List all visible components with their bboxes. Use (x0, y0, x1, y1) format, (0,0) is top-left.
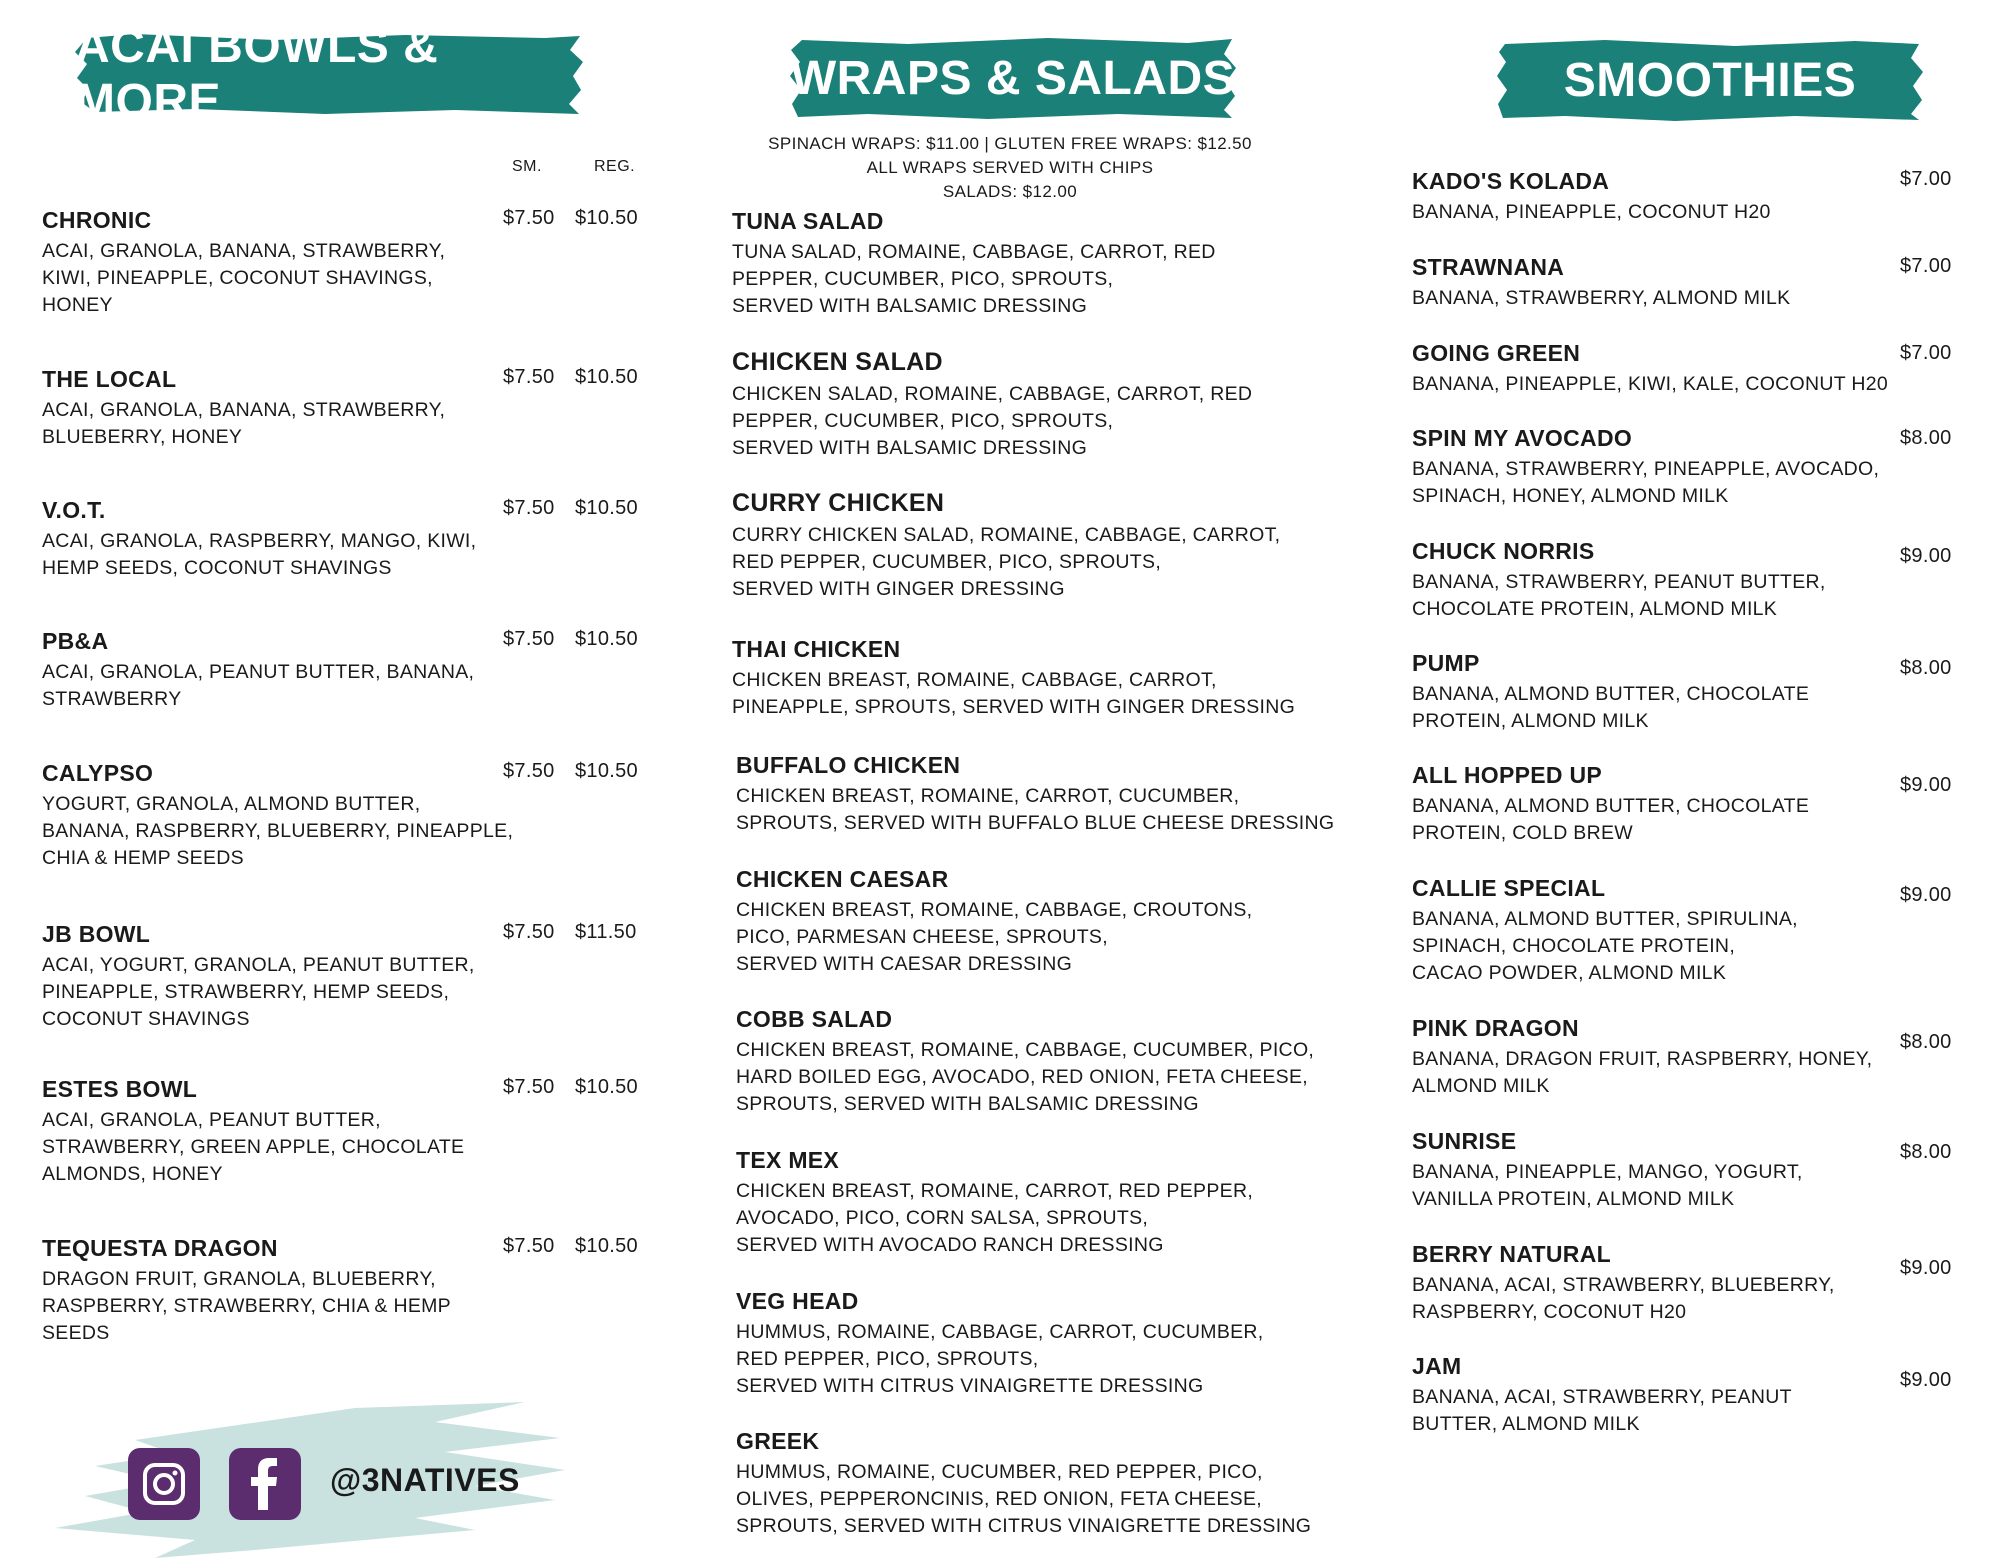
item-name: CHRONIC (42, 207, 152, 233)
item-description: ACAI, GRANOLA, PEANUT BUTTER, BANANA, STRAWBERRY (42, 661, 475, 710)
item-name: PUMP (1412, 650, 1480, 676)
social-handle[interactable]: @3NATIVES (330, 1462, 520, 1498)
item-description: CHICKEN BREAST, ROMAINE, CARROT, RED PEPPER, AVOCADO, PICO, CORN SALSA, SPROUTS, SERVED WITH AVOCADO RANCH DRESSING (736, 1180, 1254, 1256)
smoothie-price: $7.00 (1900, 168, 1952, 190)
item-description: BANANA, PINEAPPLE, KIWI, KALE, COCONUT H20 (1412, 373, 1889, 395)
price-regular: $10.50 (575, 1076, 638, 1098)
item-name: STRAWNANA (1412, 254, 1565, 280)
item-name: COBB SALAD (736, 1006, 893, 1032)
price-small: $7.50 (503, 921, 555, 943)
wrap-item (736, 1288, 1264, 1400)
wraps-section-title: WRAPS & SALADS (790, 51, 1236, 105)
item-name: BERRY NATURAL (1412, 1241, 1611, 1267)
item-description: ACAI, GRANOLA, PEANUT BUTTER, STRAWBERRY, GREEN APPLE, CHOCOLATE ALMONDS, HONEY (42, 1109, 465, 1185)
smoothie-price: $8.00 (1900, 427, 1952, 449)
item-name: THE LOCAL (42, 366, 177, 392)
item-name: CHICKEN SALAD (732, 348, 943, 376)
wraps-chips-note: ALL WRAPS SERVED WITH CHIPS (866, 158, 1154, 177)
item-description: BANANA, ALMOND BUTTER, SPIRULINA, SPINACH, CHOCOLATE PROTEIN, CACAO POWDER, ALMOND MILK (1412, 908, 1798, 984)
smoothie-price: $9.00 (1900, 774, 1952, 796)
price-small: $7.50 (503, 497, 555, 519)
item-description: ACAI, GRANOLA, BANANA, STRAWBERRY, BLUEBERRY, HONEY (42, 399, 446, 448)
item-description: ACAI, GRANOLA, RASPBERRY, MANGO, KIWI, HEMP SEEDS, COCONUT SHAVINGS (42, 530, 477, 579)
item-name: GOING GREEN (1412, 340, 1581, 366)
wrap-item (732, 489, 1280, 603)
wraps-banner (788, 36, 1238, 120)
instagram-icon[interactable] (128, 1448, 200, 1520)
price-small: $7.50 (503, 1235, 555, 1257)
item-name: THAI CHICKEN (732, 636, 901, 662)
item-description: BANANA, STRAWBERRY, ALMOND MILK (1412, 287, 1791, 309)
item-description: BANANA, ALMOND BUTTER, CHOCOLATE PROTEIN, ALMOND MILK (1412, 683, 1810, 732)
item-name: CHICKEN CAESAR (736, 866, 949, 892)
smoothie-price: $9.00 (1900, 1257, 1952, 1279)
item-description: CHICKEN BREAST, ROMAINE, CABBAGE, CARROT, PINEAPPLE, SPROUTS, SERVED WITH GINGER DRESSING (732, 669, 1296, 718)
smoothies-section-title: SMOOTHIES (1563, 53, 1857, 107)
item-name: CURRY CHICKEN (732, 489, 945, 517)
smoothie-item (1412, 762, 1809, 847)
acai-item (42, 497, 476, 582)
item-description: BANANA, STRAWBERRY, PINEAPPLE, AVOCADO, SPINACH, HONEY, ALMOND MILK (1412, 458, 1880, 507)
acai-banner (75, 20, 585, 128)
item-description: BANANA, DRAGON FRUIT, RASPBERRY, HONEY, ALMOND MILK (1412, 1048, 1873, 1097)
smoothie-price: $8.00 (1900, 657, 1952, 679)
price-small: $7.50 (503, 760, 555, 782)
item-description: YOGURT, GRANOLA, ALMOND BUTTER, BANANA, RASPBERRY, BLUEBERRY, PINEAPPLE, CHIA & HEMP SEEDS (42, 793, 514, 869)
wrap-item (736, 752, 1334, 837)
smoothie-item (1412, 425, 1879, 510)
acai-item (42, 207, 445, 319)
price-small: $7.50 (503, 1076, 555, 1098)
smoothie-item (1412, 254, 1790, 312)
smoothie-price: $8.00 (1900, 1141, 1952, 1163)
item-name: KADO'S KOLADA (1412, 168, 1610, 194)
item-name: CALYPSO (42, 760, 154, 786)
item-description: TUNA SALAD, ROMAINE, CABBAGE, CARROT, RED PEPPER, CUCUMBER, PICO, SPROUTS, SERVED WITH BALSAMIC DRESSING (732, 241, 1216, 317)
smoothie-item (1412, 340, 1888, 398)
acai-item (42, 760, 513, 872)
price-regular: $10.50 (575, 628, 638, 650)
item-name: PB&A (42, 628, 109, 654)
item-description: CHICKEN BREAST, ROMAINE, CARROT, CUCUMBER, SPROUTS, SERVED WITH BUFFALO BLUE CHEESE DRESSING (736, 785, 1335, 834)
acai-section-title: ACAI BOWLS & MORE (75, 20, 439, 128)
item-name: TEQUESTA DRAGON (42, 1235, 278, 1261)
wrap-item (736, 866, 1252, 978)
wrap-item (736, 1147, 1253, 1259)
price-regular: $10.50 (575, 497, 638, 519)
wrap-item (732, 348, 1252, 462)
size-regular-header: REG. (594, 158, 636, 175)
item-description: CHICKEN BREAST, ROMAINE, CABBAGE, CROUTONS, PICO, PARMESAN CHEESE, SPROUTS, SERVED WITH CAESAR DRESSING (736, 899, 1253, 975)
item-description: CHICKEN SALAD, ROMAINE, CABBAGE, CARROT, RED PEPPER, CUCUMBER, PICO, SPROUTS, SERVED WITH BALSAMIC DRESSING (732, 383, 1253, 459)
item-name: CALLIE SPECIAL (1412, 875, 1606, 901)
item-description: BANANA, STRAWBERRY, PEANUT BUTTER, CHOCOLATE PROTEIN, ALMOND MILK (1412, 571, 1826, 620)
smoothie-price: $9.00 (1900, 545, 1952, 567)
item-description: BANANA, PINEAPPLE, MANGO, YOGURT, VANILLA PROTEIN, ALMOND MILK (1412, 1161, 1803, 1210)
item-name: V.O.T. (42, 497, 106, 523)
smoothie-price: $9.00 (1900, 884, 1952, 906)
acai-item (42, 366, 445, 451)
price-regular: $10.50 (575, 1235, 638, 1257)
wrap-item (732, 208, 1216, 320)
item-name: SUNRISE (1412, 1128, 1517, 1154)
item-name: GREEK (736, 1428, 820, 1454)
item-name: BUFFALO CHICKEN (736, 752, 961, 778)
item-name: TEX MEX (736, 1147, 840, 1173)
item-description: ACAI, GRANOLA, BANANA, STRAWBERRY, KIWI, PINEAPPLE, COCONUT SHAVINGS, HONEY (42, 240, 446, 316)
price-regular: $11.50 (575, 921, 637, 943)
item-description: HUMMUS, ROMAINE, CUCUMBER, RED PEPPER, PICO, OLIVES, PEPPERONCINIS, RED ONION, FETA CHEESE, SPROUTS, SERVED WITH CITRUS VINAIGRETTE DRESSING (736, 1461, 1312, 1537)
smoothie-price: $8.00 (1900, 1031, 1952, 1053)
price-regular: $10.50 (575, 760, 638, 782)
price-regular: $10.50 (575, 207, 638, 229)
item-description: CURRY CHICKEN SALAD, ROMAINE, CABBAGE, CARROT, RED PEPPER, CUCUMBER, PICO, SPROUTS, SERVED WITH GINGER DRESSING (732, 524, 1281, 600)
wraps-price-note: SPINACH WRAPS: $11.00 | GLUTEN FREE WRAPS: $12.50 (768, 134, 1252, 153)
smoothie-item (1412, 1241, 1835, 1326)
wrap-item (736, 1428, 1311, 1540)
item-name: ALL HOPPED UP (1412, 762, 1603, 788)
smoothie-item (1412, 168, 1771, 226)
item-description: BANANA, PINEAPPLE, COCONUT H20 (1412, 201, 1771, 223)
wrap-item (732, 636, 1295, 721)
acai-item (42, 1076, 464, 1188)
price-regular: $10.50 (575, 366, 638, 388)
salads-price-note: SALADS: $12.00 (942, 182, 1078, 201)
smoothie-item (1412, 1353, 1792, 1438)
price-small: $7.50 (503, 628, 555, 650)
acai-item (42, 921, 475, 1033)
item-name: ESTES BOWL (42, 1076, 198, 1102)
item-description: HUMMUS, ROMAINE, CABBAGE, CARROT, CUCUMBER, RED PEPPER, PICO, SPROUTS, SERVED WITH CITRUS VINAIGRETTE DRESSING (736, 1321, 1264, 1397)
item-description: DRAGON FRUIT, GRANOLA, BLUEBERRY, RASPBERRY, STRAWBERRY, CHIA & HEMP SEEDS (42, 1268, 451, 1344)
acai-item (42, 1235, 451, 1347)
smoothie-price: $7.00 (1900, 342, 1952, 364)
item-name: JAM (1412, 1353, 1462, 1379)
smoothie-item (1412, 650, 1809, 735)
item-name: SPIN MY AVOCADO (1412, 425, 1633, 451)
item-name: CHUCK NORRIS (1412, 538, 1595, 564)
item-name: PINK DRAGON (1412, 1015, 1579, 1041)
price-small: $7.50 (503, 366, 555, 388)
smoothie-price: $9.00 (1900, 1369, 1952, 1391)
smoothie-item (1412, 1128, 1803, 1213)
smoothie-item (1412, 538, 1826, 623)
price-small: $7.50 (503, 207, 555, 229)
item-name: JB BOWL (42, 921, 151, 947)
acai-item (42, 628, 474, 713)
item-name: VEG HEAD (736, 1288, 859, 1314)
smoothie-item (1412, 875, 1798, 987)
size-small-header: SM. (512, 158, 542, 175)
smoothies-banner (1495, 38, 1925, 122)
smoothie-price: $7.00 (1900, 255, 1952, 277)
item-description: BANANA, ALMOND BUTTER, CHOCOLATE PROTEIN, COLD BREW (1412, 795, 1810, 844)
wrap-item (736, 1006, 1314, 1118)
item-description: CHICKEN BREAST, ROMAINE, CABBAGE, CUCUMBER, PICO, HARD BOILED EGG, AVOCADO, RED ONION, FETA CHEESE, SPROUTS, SERVED WITH BALSAMIC DRESSING (736, 1039, 1315, 1115)
item-description: BANANA, ACAI, STRAWBERRY, BLUEBERRY, RASPBERRY, COCONUT H20 (1412, 1274, 1835, 1323)
item-description: ACAI, YOGURT, GRANOLA, PEANUT BUTTER, PINEAPPLE, STRAWBERRY, HEMP SEEDS, COCONUT SHAVINGS (42, 954, 475, 1030)
item-description: BANANA, ACAI, STRAWBERRY, PEANUT BUTTER, ALMOND MILK (1412, 1386, 1792, 1435)
item-name: TUNA SALAD (732, 208, 884, 234)
smoothie-item (1412, 1015, 1872, 1100)
facebook-icon[interactable] (229, 1448, 301, 1520)
